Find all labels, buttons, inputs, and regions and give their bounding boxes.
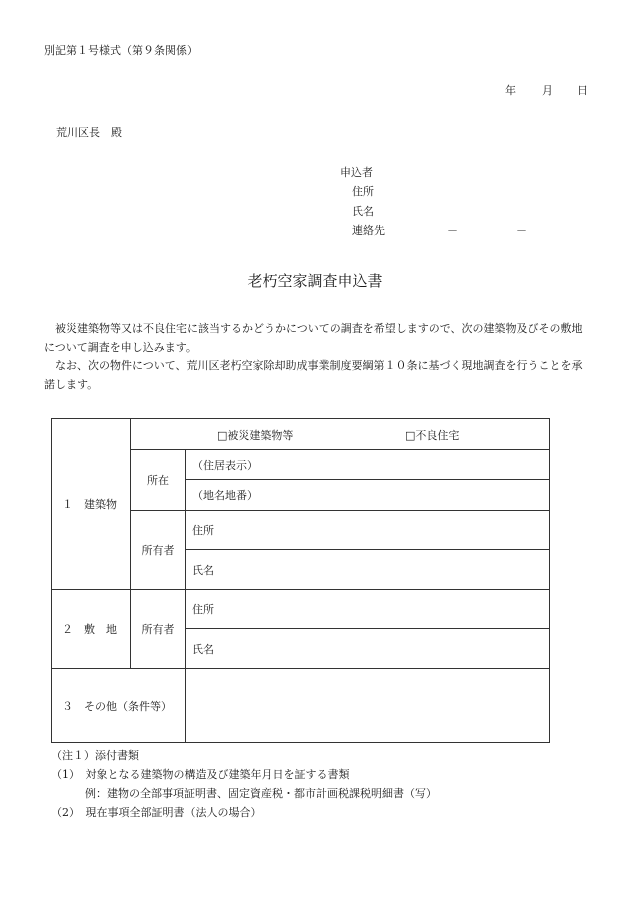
date-year: 年 (505, 84, 516, 97)
applicant-name-label: 氏名 (352, 205, 374, 218)
building-type-checks (131, 419, 550, 450)
body-paragraph-2: なお、次の物件について、荒川区老朽空家除却助成事業制度要綱第１０条に基づく現地調査を行うことを承諾します。 (44, 359, 583, 391)
notes (51, 746, 437, 822)
site-owner-name-field[interactable]: 氏名 (186, 629, 550, 669)
building-owner-name-field[interactable]: 氏名 (186, 550, 550, 590)
application-table (51, 418, 550, 743)
site-owner-label: 所有者 (131, 590, 186, 669)
site-label: ２ 敷 地 (52, 590, 131, 669)
date-month: 月 (542, 84, 553, 97)
checkbox-damaged-building[interactable]: □被災建築物等 (217, 429, 294, 442)
location-label: 所在 (131, 450, 186, 511)
contact-dash-2: － (516, 224, 527, 237)
notes-item-1-example: 例：建物の全部事項証明書、固定資産税・都市計画税課税明細書（写） (85, 787, 437, 800)
date-day: 日 (577, 84, 588, 97)
applicant-label: 申込者 (340, 166, 373, 179)
building-owner-label: 所有者 (131, 511, 186, 590)
contact-dash-1: － (447, 224, 458, 237)
applicant-address-label: 住所 (352, 185, 374, 198)
other-conditions-field[interactable] (186, 669, 550, 743)
notes-item-1: （1） 対象となる建築物の構造及び建築年月日を証する書類 (51, 768, 350, 781)
residence-display-field[interactable]: （住居表示） (186, 450, 550, 480)
lot-number-field[interactable]: （地名地番） (186, 480, 550, 511)
checkbox-substandard-housing[interactable]: □不良住宅 (405, 429, 460, 442)
building-owner-address-field[interactable]: 住所 (186, 511, 550, 550)
other-conditions-label: ３ その他（条件等） (52, 669, 186, 743)
body-text (44, 320, 589, 394)
document-title: 老朽空家調査申込書 (247, 272, 383, 290)
site-owner-address-field[interactable]: 住所 (186, 590, 550, 629)
addressee: 荒川区長 殿 (56, 126, 122, 139)
body-paragraph-1: 被災建築物等又は不良住宅に該当するかどうかについての調査を希望しますので、次の建築物及びその敷地について調査を申し込みます。 (44, 322, 583, 354)
form-id: 別記第１号様式（第９条関係） (44, 44, 198, 57)
building-label: １ 建築物 (52, 419, 131, 590)
applicant-contact-label: 連絡先 (352, 224, 385, 237)
notes-heading: （注１）添付書類 (51, 749, 139, 762)
notes-item-2: （2） 現在事項全部証明書（法人の場合） (51, 806, 262, 819)
